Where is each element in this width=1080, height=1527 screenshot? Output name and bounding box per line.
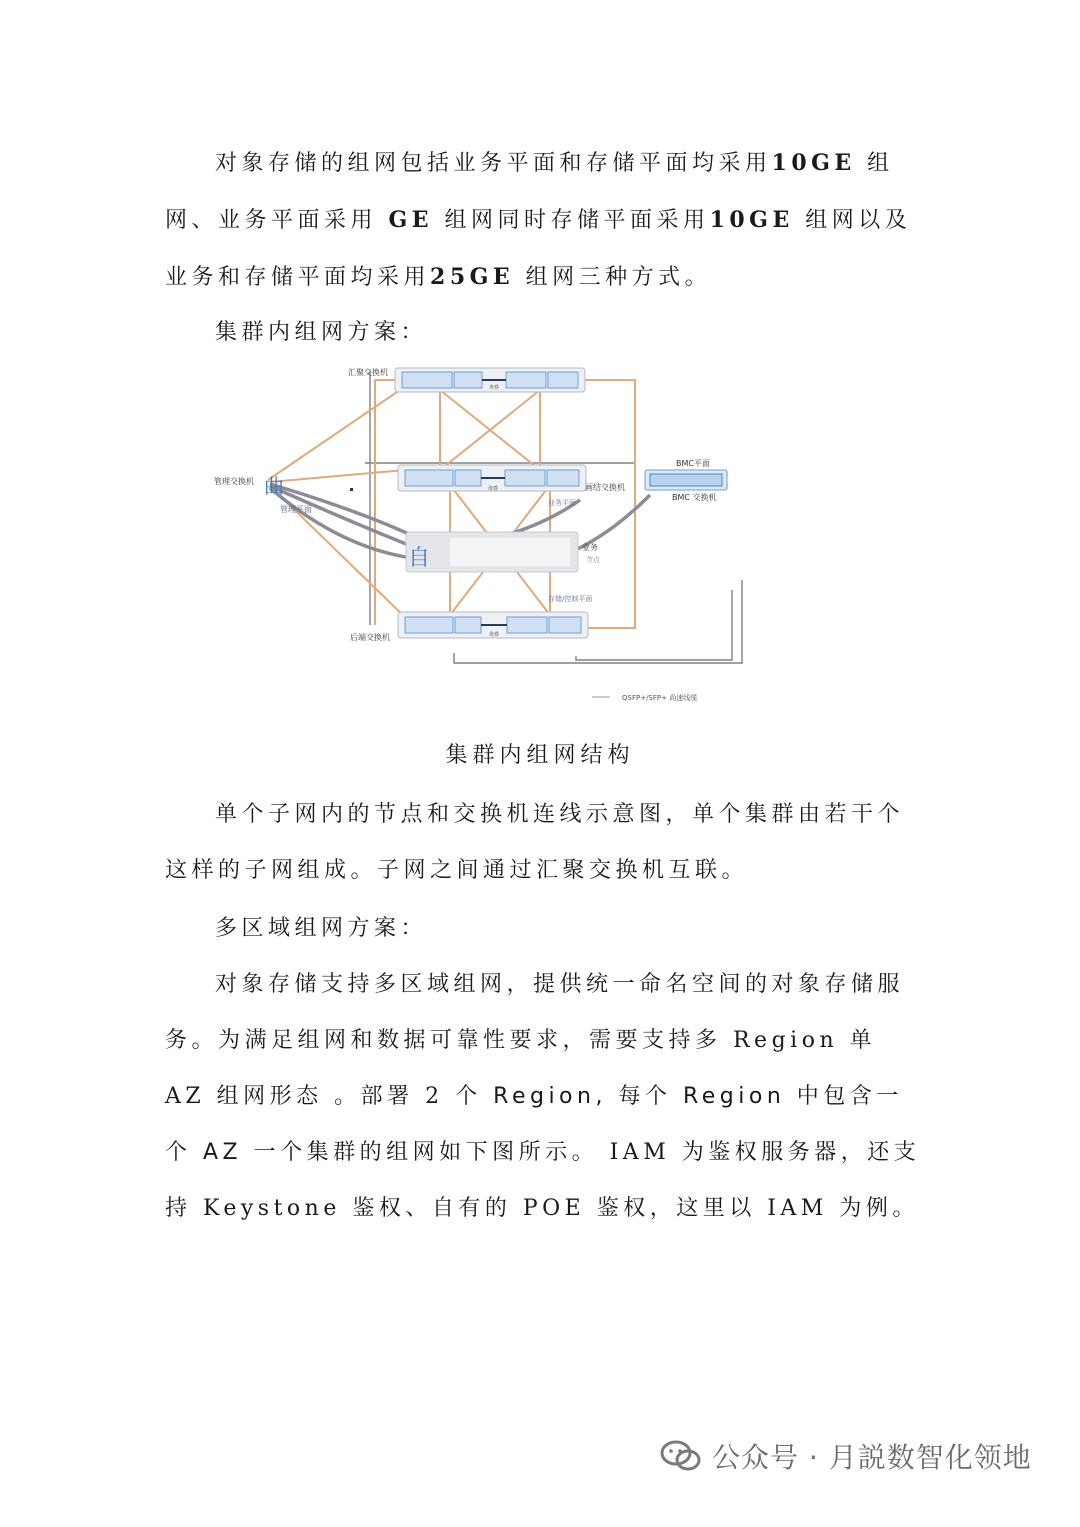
subnet-paragraph: 单个子网内的节点和交换机连线示意图，单个集群由若干个这样的子网组成。子网之间通过汇聚交换机互联。	[165, 802, 905, 883]
management-plane-label: 管理平面	[280, 505, 312, 514]
intro-paragraph: 对象存储的组网包括业务平面和存储平面均采用10GE 组网、业务平面采用 GE 组网同时存储平面采用10GE 组网以及业务和存储平面均采用25GE 组网三种方式。	[165, 150, 912, 290]
bmc-plane-label: BMC平面	[676, 459, 710, 468]
wechat-icon	[660, 1439, 702, 1473]
bmc-switch	[645, 459, 727, 502]
cluster-network-diagram	[210, 360, 750, 710]
front-switch	[398, 465, 625, 507]
service-node	[406, 532, 601, 572]
node-label: 节点	[586, 556, 600, 564]
aggregation-switch-label: 汇聚交换机	[348, 368, 388, 377]
back-stack-label: 堆叠	[488, 632, 500, 638]
cluster-networking-heading: 集群内组网方案：	[215, 320, 428, 345]
legend-label: QSFP+/SFP+ 尚速线缆	[622, 694, 698, 702]
watermark	[660, 1436, 1032, 1476]
back-end-switch	[350, 594, 592, 642]
management-switch-glyph: 曲	[264, 474, 284, 498]
service-plane-label: 业务平面	[548, 499, 576, 507]
service-label: 业务	[582, 543, 598, 552]
management-switch-label: 管理交换机	[214, 477, 254, 486]
multi-region-paragraph: 对象存储支持多区域组网，提供统一命名空间的对象存储服务。为满足组网和数据可靠性要求，需要支持多 Region 单 AZ 组网形态 。部署 2 个 Region, 每个 Region 中包含一个 AZ 一个集群的组网如下图所示。 IAM 为鉴权服务器，还支持 Keystone 鉴权、自有的 POE 鉴权，这里以 IAM 为例。	[165, 972, 921, 1221]
watermark-text: 公众号 · 月説数智化领地	[712, 1441, 1032, 1474]
service-node-glyph: 自	[408, 546, 431, 571]
orange-cables	[268, 380, 635, 628]
management-switch	[214, 474, 353, 514]
multi-region-heading: 多区域组网方案：	[215, 916, 428, 941]
back-end-switch-label: 后端交换机	[350, 633, 390, 642]
front-stack-label: 堆叠	[487, 486, 499, 492]
agg-stack-label: 堆叠	[488, 385, 500, 391]
storage-plane-label: 存储/控制平面	[548, 595, 593, 603]
front-switch-label: 画结交换机	[585, 483, 625, 492]
legend	[592, 693, 697, 702]
bmc-switch-label: BMC 交换机	[672, 493, 717, 502]
figure-caption: 集群内组网结构	[445, 743, 635, 768]
